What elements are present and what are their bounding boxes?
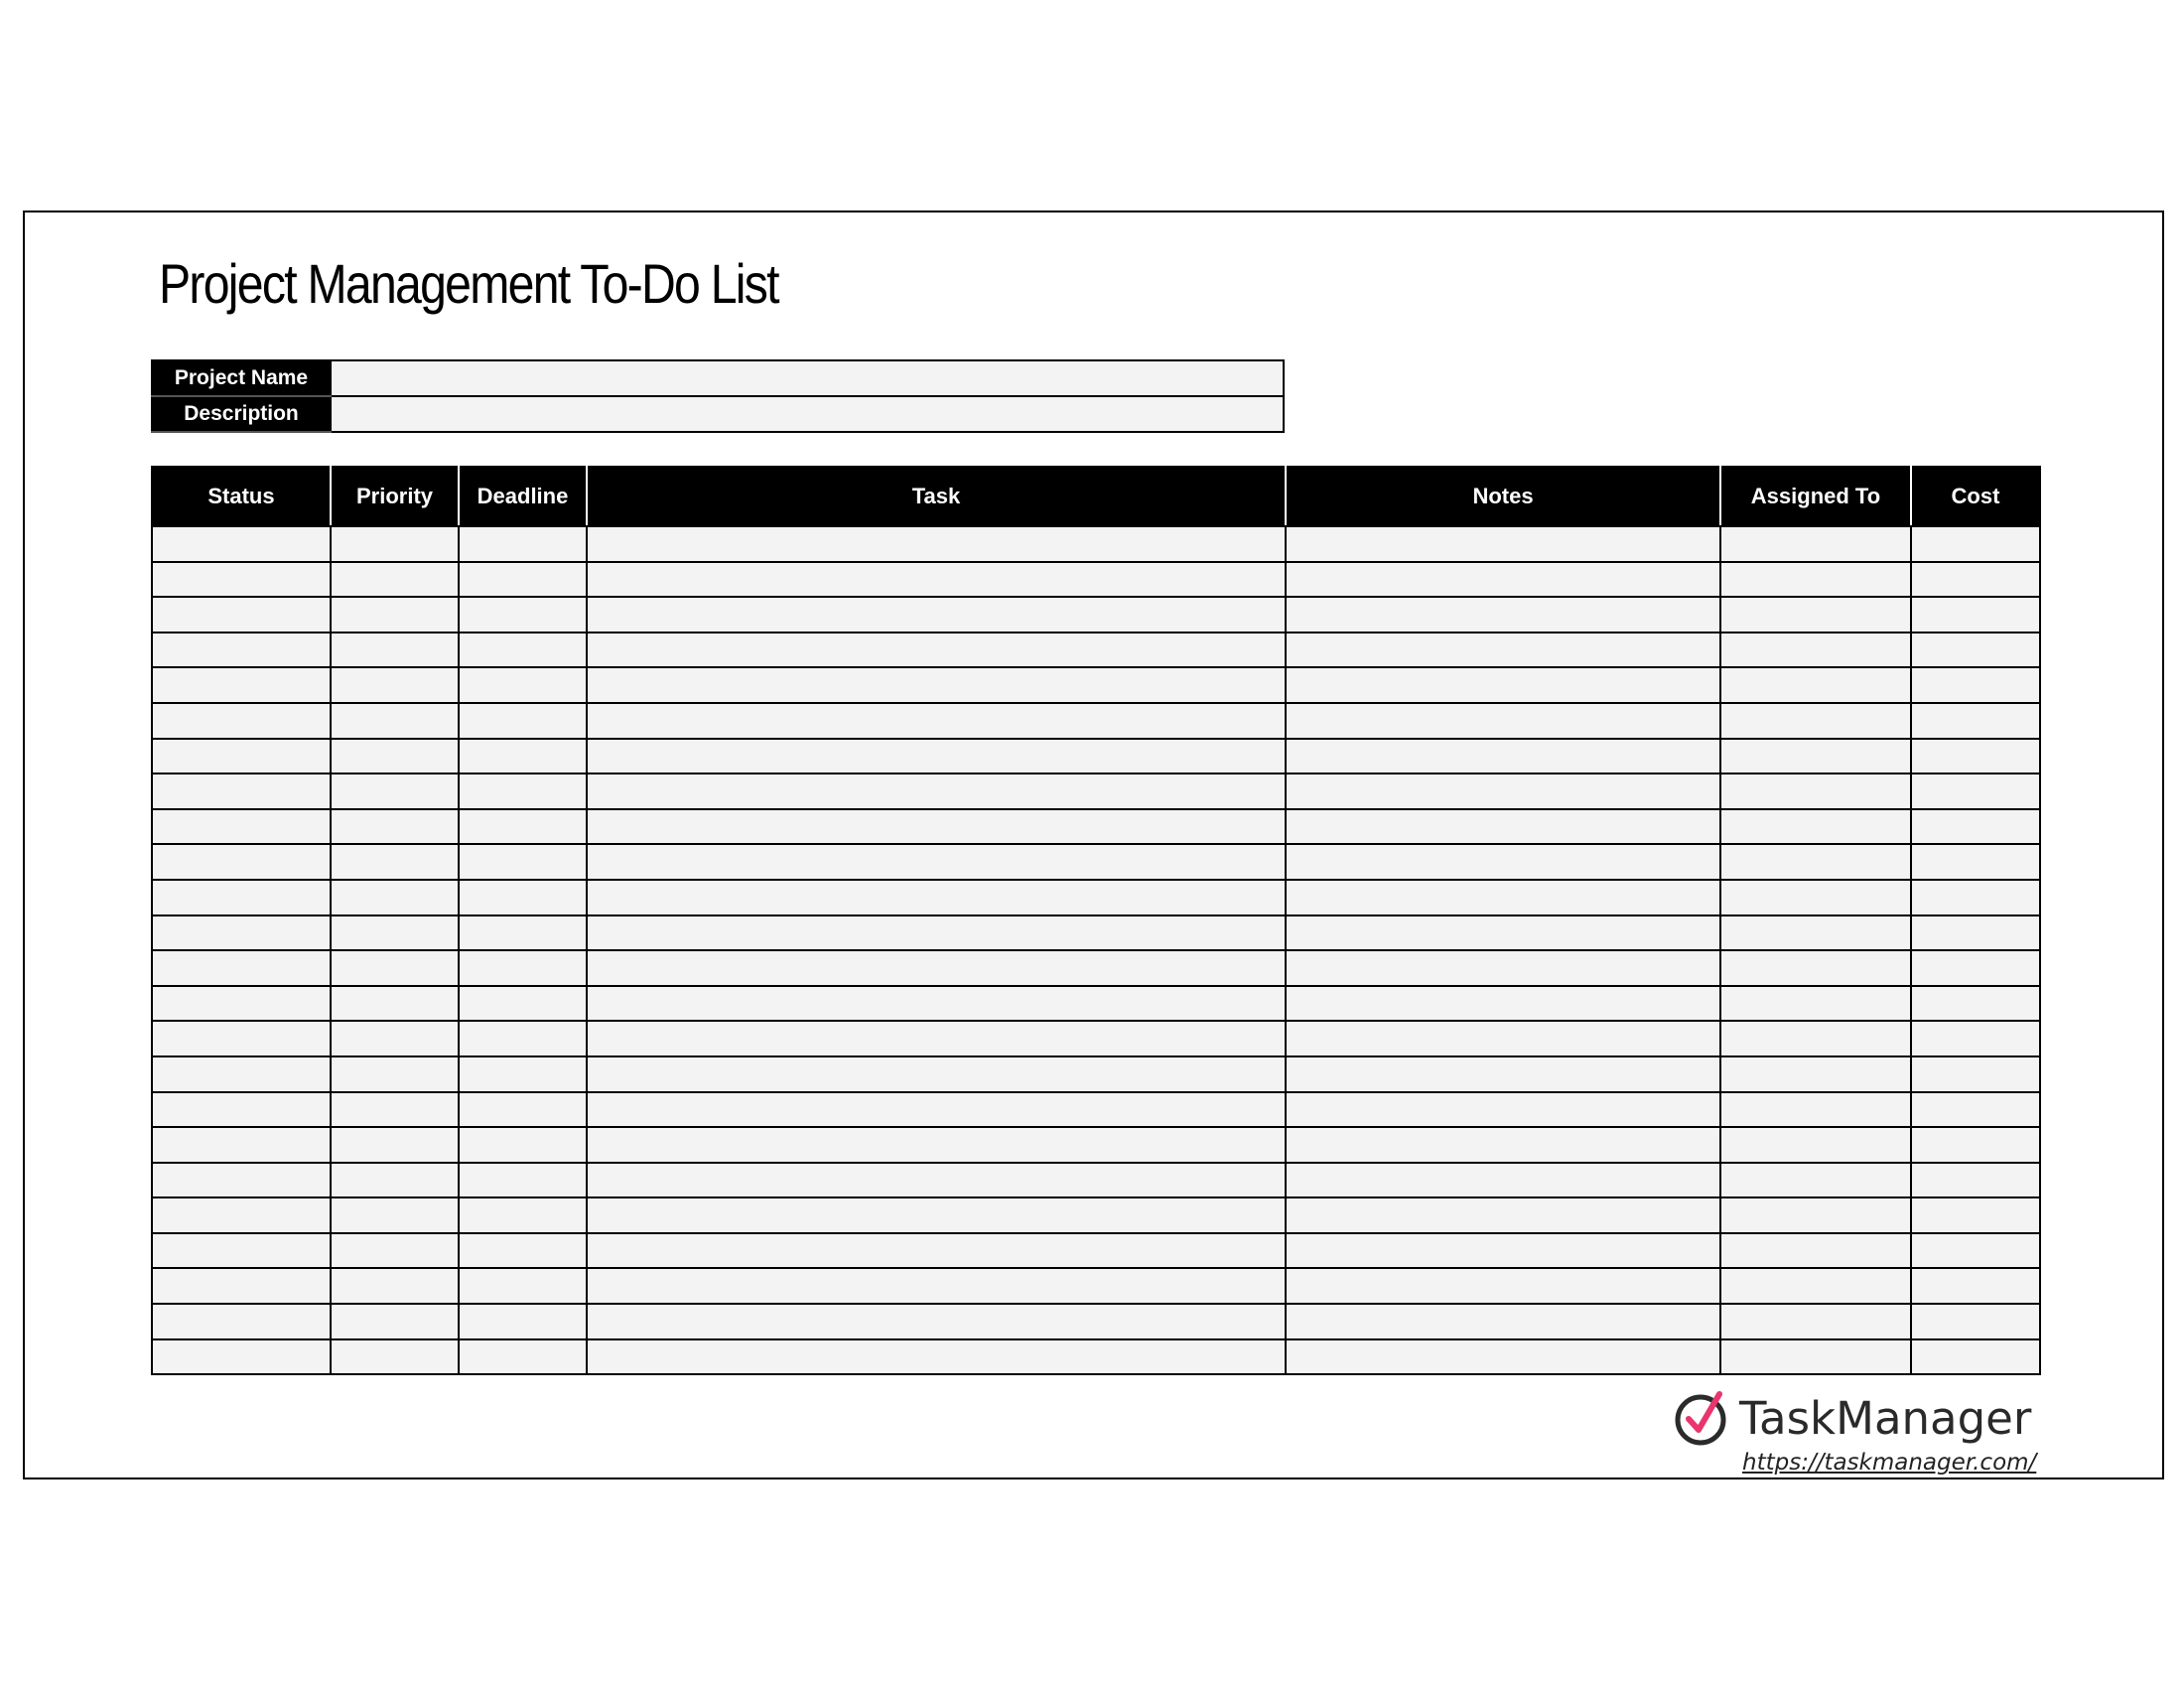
table-cell[interactable] (1720, 667, 1911, 703)
table-cell[interactable] (1286, 562, 1720, 598)
table-cell[interactable] (1286, 986, 1720, 1022)
column-header-notes: Notes (1286, 467, 1720, 526)
table-cell[interactable] (1911, 1197, 2040, 1233)
table-cell[interactable] (1286, 597, 1720, 633)
table-cell[interactable] (331, 739, 459, 774)
table-cell[interactable] (331, 633, 459, 668)
table-cell[interactable] (459, 1268, 587, 1304)
table-cell[interactable] (152, 597, 331, 633)
table-row (152, 667, 2040, 703)
table-cell[interactable] (1286, 774, 1720, 809)
table-cell[interactable] (587, 1163, 1286, 1198)
table-cell[interactable] (152, 562, 331, 598)
table-cell[interactable] (331, 1092, 459, 1128)
table-cell[interactable] (587, 562, 1286, 598)
table-cell[interactable] (1720, 915, 1911, 951)
table-cell[interactable] (331, 1339, 459, 1375)
table-cell[interactable] (331, 1021, 459, 1056)
table-cell[interactable] (459, 1197, 587, 1233)
table-cell[interactable] (1911, 1339, 2040, 1375)
table-cell[interactable] (1911, 1163, 2040, 1198)
column-header-priority: Priority (331, 467, 459, 526)
table-cell[interactable] (459, 950, 587, 986)
table-cell[interactable] (459, 526, 587, 562)
table-cell[interactable] (1286, 1127, 1720, 1163)
table-cell[interactable] (1720, 950, 1911, 986)
table-cell[interactable] (459, 667, 587, 703)
table-cell[interactable] (331, 774, 459, 809)
table-cell[interactable] (459, 1339, 587, 1375)
page-title: Project Management To-Do List (159, 252, 778, 315)
table-cell[interactable] (1286, 844, 1720, 880)
table-cell[interactable] (1720, 597, 1911, 633)
table-cell[interactable] (1720, 1056, 1911, 1092)
table-cell[interactable] (1911, 1092, 2040, 1128)
check-circle-icon (1674, 1388, 1729, 1448)
table-cell[interactable] (152, 1056, 331, 1092)
table-cell[interactable] (459, 986, 587, 1022)
table-cell[interactable] (587, 880, 1286, 915)
table-row (152, 1021, 2040, 1056)
table-cell[interactable] (587, 1092, 1286, 1128)
project-name-row (152, 360, 1284, 396)
table-cell[interactable] (587, 1268, 1286, 1304)
table-cell[interactable] (152, 667, 331, 703)
table-cell[interactable] (152, 1339, 331, 1375)
table-cell[interactable] (1286, 526, 1720, 562)
table-cell[interactable] (1720, 739, 1911, 774)
table-cell[interactable] (1720, 774, 1911, 809)
table-cell[interactable] (331, 1197, 459, 1233)
table-cell[interactable] (1720, 986, 1911, 1022)
column-header-assigned-to: Assigned To (1720, 467, 1911, 526)
website-link[interactable]: https://taskmanager.com/ (1742, 1450, 2037, 1476)
table-cell[interactable] (152, 880, 331, 915)
task-table (151, 466, 2041, 1375)
table-cell[interactable] (459, 597, 587, 633)
table-cell[interactable] (459, 1021, 587, 1056)
table-cell[interactable] (331, 1163, 459, 1198)
table-cell[interactable] (587, 597, 1286, 633)
table-cell[interactable] (1286, 950, 1720, 986)
table-cell[interactable] (1911, 1268, 2040, 1304)
table-cell[interactable] (331, 880, 459, 915)
table-cell[interactable] (587, 1127, 1286, 1163)
table-cell[interactable] (1911, 774, 2040, 809)
table-cell[interactable] (587, 667, 1286, 703)
table-row (152, 562, 2040, 598)
table-cell[interactable] (1911, 809, 2040, 845)
table-cell[interactable] (1911, 1127, 2040, 1163)
table-cell[interactable] (459, 880, 587, 915)
table-cell[interactable] (1720, 1163, 1911, 1198)
table-cell[interactable] (1911, 950, 2040, 986)
table-cell[interactable] (1720, 1268, 1911, 1304)
table-row (152, 950, 2040, 986)
table-cell[interactable] (331, 1304, 459, 1339)
table-cell[interactable] (1911, 667, 2040, 703)
table-cell[interactable] (587, 1304, 1286, 1339)
table-cell[interactable] (152, 809, 331, 845)
table-row (152, 1056, 2040, 1092)
table-cell[interactable] (1911, 1233, 2040, 1269)
table-cell[interactable] (152, 1268, 331, 1304)
table-cell[interactable] (459, 1127, 587, 1163)
column-header-deadline: Deadline (459, 467, 587, 526)
table-cell[interactable] (459, 1304, 587, 1339)
table-cell[interactable] (1286, 915, 1720, 951)
table-cell[interactable] (1911, 597, 2040, 633)
table-cell[interactable] (152, 703, 331, 739)
table-cell[interactable] (459, 1092, 587, 1128)
table-cell[interactable] (1286, 809, 1720, 845)
task-table-header (152, 467, 2040, 526)
table-cell[interactable] (587, 1233, 1286, 1269)
table-cell[interactable] (1720, 844, 1911, 880)
table-cell[interactable] (459, 562, 587, 598)
table-cell[interactable] (1911, 739, 2040, 774)
table-cell[interactable] (331, 915, 459, 951)
table-row (152, 1339, 2040, 1375)
table-cell[interactable] (587, 774, 1286, 809)
table-cell[interactable] (152, 915, 331, 951)
table-cell[interactable] (1720, 562, 1911, 598)
table-cell[interactable] (331, 986, 459, 1022)
table-row (152, 844, 2040, 880)
brand-name: TaskManager (1739, 1391, 2032, 1445)
table-cell[interactable] (152, 774, 331, 809)
table-cell[interactable] (152, 1163, 331, 1198)
table-cell[interactable] (459, 633, 587, 668)
table-row (152, 739, 2040, 774)
table-cell[interactable] (1286, 1056, 1720, 1092)
table-cell[interactable] (152, 950, 331, 986)
table-row (152, 1233, 2040, 1269)
description-field[interactable] (331, 396, 1284, 432)
table-cell[interactable] (459, 1233, 587, 1269)
table-row (152, 633, 2040, 668)
table-cell[interactable] (1720, 1021, 1911, 1056)
table-cell[interactable] (331, 1233, 459, 1269)
table-cell[interactable] (331, 809, 459, 845)
table-cell[interactable] (152, 844, 331, 880)
table-cell[interactable] (1286, 1021, 1720, 1056)
table-cell[interactable] (331, 526, 459, 562)
table-cell[interactable] (1911, 526, 2040, 562)
table-cell[interactable] (152, 1127, 331, 1163)
table-cell[interactable] (1720, 880, 1911, 915)
table-row (152, 1092, 2040, 1128)
table-cell[interactable] (1911, 880, 2040, 915)
table-cell[interactable] (459, 1163, 587, 1198)
table-cell[interactable] (1720, 703, 1911, 739)
table-cell[interactable] (1286, 667, 1720, 703)
table-cell[interactable] (1286, 1339, 1720, 1375)
table-cell[interactable] (1911, 1021, 2040, 1056)
table-cell[interactable] (152, 986, 331, 1022)
table-cell[interactable] (587, 1339, 1286, 1375)
table-row (152, 1268, 2040, 1304)
column-header-cost: Cost (1911, 467, 2040, 526)
table-cell[interactable] (1911, 1304, 2040, 1339)
table-cell[interactable] (587, 739, 1286, 774)
table-cell[interactable] (1720, 1304, 1911, 1339)
table-cell[interactable] (1720, 809, 1911, 845)
table-cell[interactable] (1286, 1268, 1720, 1304)
table-cell[interactable] (1720, 1339, 1911, 1375)
table-cell[interactable] (1286, 633, 1720, 668)
table-cell[interactable] (331, 703, 459, 739)
description-label: Description (152, 396, 331, 432)
table-row (152, 1163, 2040, 1198)
table-cell[interactable] (1911, 844, 2040, 880)
table-row (152, 597, 2040, 633)
table-cell[interactable] (459, 739, 587, 774)
column-header-task: Task (587, 467, 1286, 526)
table-cell[interactable] (331, 844, 459, 880)
table-row (152, 915, 2040, 951)
project-name-field[interactable] (331, 360, 1284, 396)
table-cell[interactable] (1720, 1233, 1911, 1269)
table-cell[interactable] (1286, 1304, 1720, 1339)
table-cell[interactable] (1286, 703, 1720, 739)
table-cell[interactable] (587, 844, 1286, 880)
table-row (152, 703, 2040, 739)
brand-logo (1674, 1388, 2031, 1448)
table-cell[interactable] (587, 950, 1286, 986)
table-cell[interactable] (331, 950, 459, 986)
table-cell[interactable] (459, 703, 587, 739)
table-cell[interactable] (459, 809, 587, 845)
table-cell[interactable] (587, 1197, 1286, 1233)
table-row (152, 1197, 2040, 1233)
table-cell[interactable] (1720, 1092, 1911, 1128)
table-row (152, 1127, 2040, 1163)
table-cell[interactable] (587, 703, 1286, 739)
table-row (152, 774, 2040, 809)
table-cell[interactable] (587, 526, 1286, 562)
table-cell[interactable] (587, 986, 1286, 1022)
table-cell[interactable] (331, 1056, 459, 1092)
table-cell[interactable] (459, 844, 587, 880)
table-row (152, 809, 2040, 845)
table-cell[interactable] (152, 526, 331, 562)
table-cell[interactable] (459, 915, 587, 951)
table-cell[interactable] (1286, 1163, 1720, 1198)
table-cell[interactable] (1911, 562, 2040, 598)
description-row (152, 396, 1284, 432)
table-cell[interactable] (331, 1268, 459, 1304)
table-cell[interactable] (1911, 915, 2040, 951)
table-cell[interactable] (1911, 1056, 2040, 1092)
table-cell[interactable] (1911, 986, 2040, 1022)
table-row (152, 880, 2040, 915)
table-cell[interactable] (331, 667, 459, 703)
table-cell[interactable] (587, 633, 1286, 668)
table-cell[interactable] (152, 739, 331, 774)
table-cell[interactable] (587, 1056, 1286, 1092)
table-cell[interactable] (331, 1127, 459, 1163)
project-info-table (151, 359, 1285, 433)
table-cell[interactable] (1911, 633, 2040, 668)
table-cell[interactable] (587, 809, 1286, 845)
table-cell[interactable] (1720, 1197, 1911, 1233)
table-cell[interactable] (1911, 703, 2040, 739)
table-row (152, 526, 2040, 562)
table-cell[interactable] (1286, 739, 1720, 774)
table-cell[interactable] (459, 774, 587, 809)
table-row (152, 986, 2040, 1022)
table-cell[interactable] (152, 1233, 331, 1269)
table-cell[interactable] (459, 1056, 587, 1092)
table-cell[interactable] (152, 633, 331, 668)
table-cell[interactable] (1286, 880, 1720, 915)
table-cell[interactable] (1720, 1127, 1911, 1163)
table-cell[interactable] (1720, 633, 1911, 668)
table-cell[interactable] (1286, 1197, 1720, 1233)
table-cell[interactable] (587, 915, 1286, 951)
table-cell[interactable] (152, 1092, 331, 1128)
table-cell[interactable] (152, 1304, 331, 1339)
project-name-label: Project Name (152, 360, 331, 396)
table-cell[interactable] (1286, 1092, 1720, 1128)
table-cell[interactable] (331, 562, 459, 598)
table-cell[interactable] (152, 1021, 331, 1056)
table-cell[interactable] (1286, 1233, 1720, 1269)
column-header-status: Status (152, 467, 331, 526)
table-row (152, 1304, 2040, 1339)
task-table-body (152, 526, 2040, 1374)
table-cell[interactable] (152, 1197, 331, 1233)
table-cell[interactable] (1720, 526, 1911, 562)
table-cell[interactable] (331, 597, 459, 633)
table-cell[interactable] (587, 1021, 1286, 1056)
